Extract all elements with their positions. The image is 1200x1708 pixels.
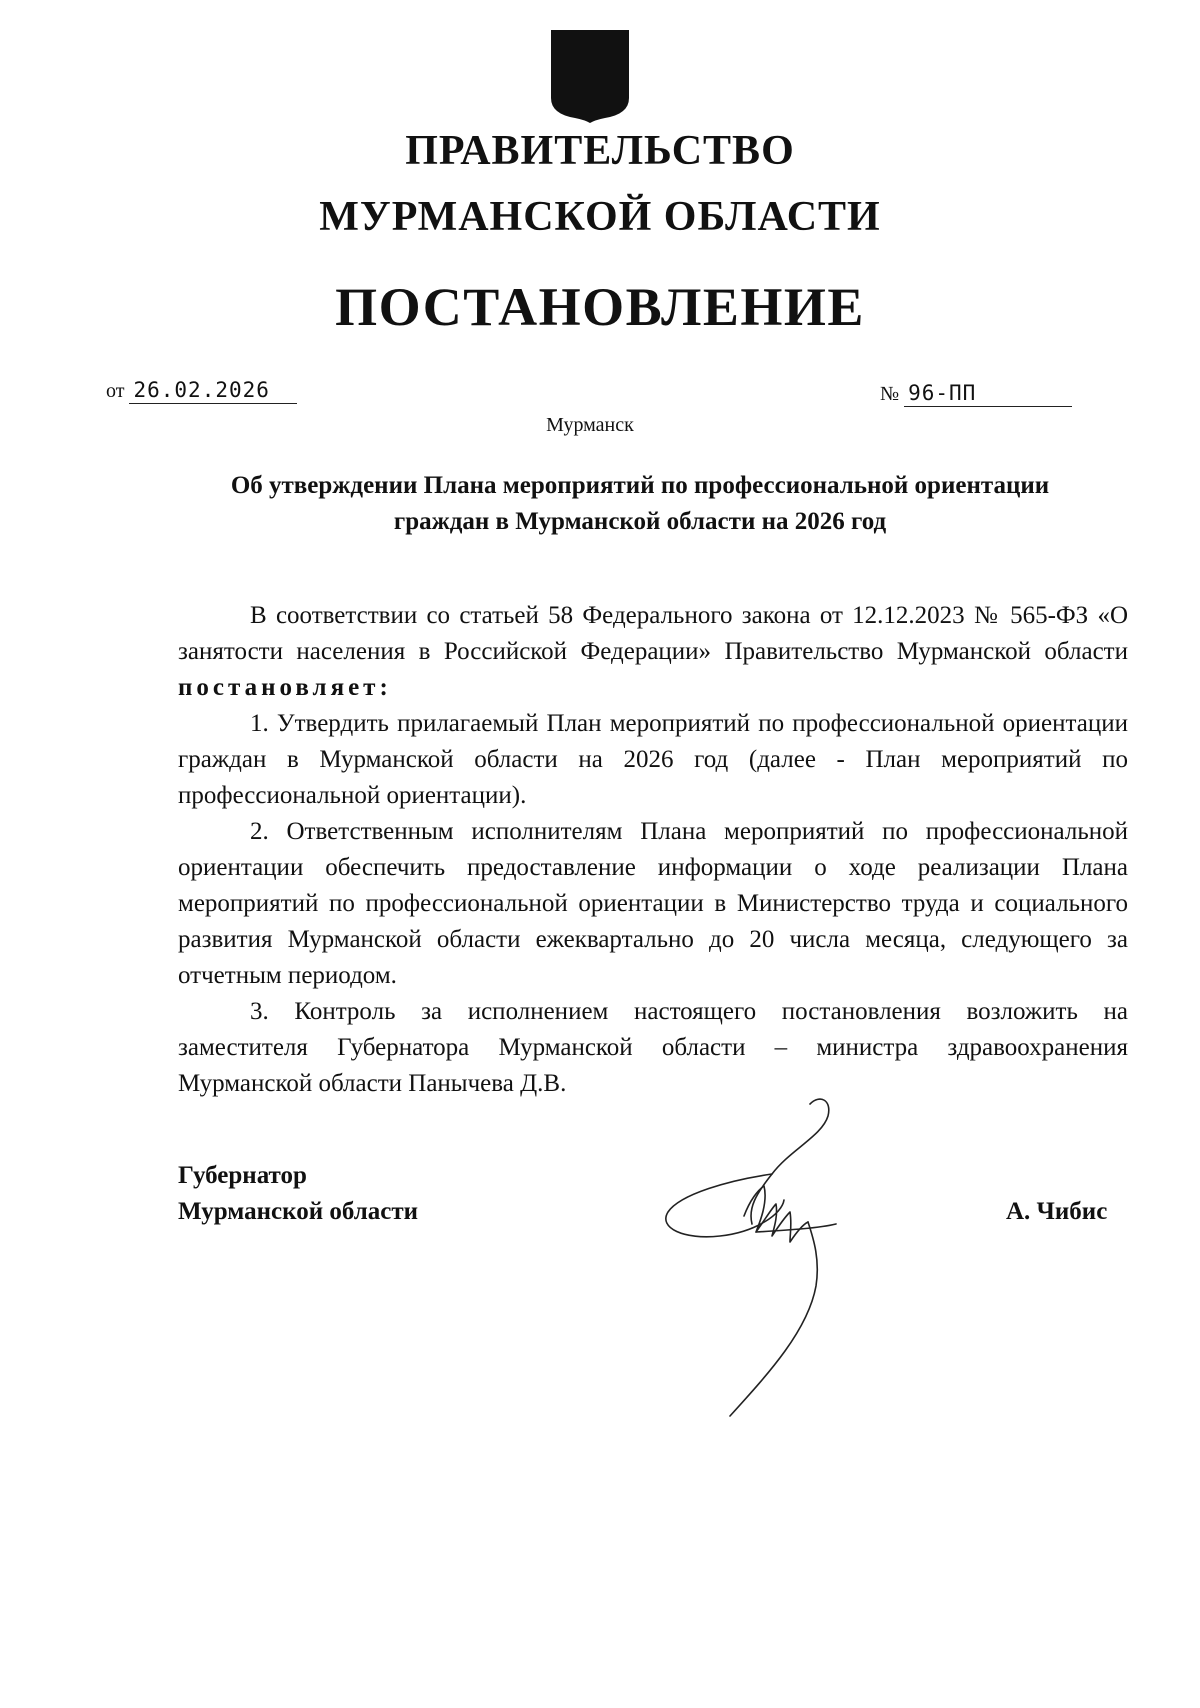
- item-3: 3. Контроль за исполнением настоящего постановления возложить на заместителя Губернатора Мурманской области – министра здравоохранения Мурманской области Панычева Д.В.: [178, 998, 1128, 1097]
- government-name-line2: МУРМАНСКОЙ ОБЛАСТИ: [319, 194, 881, 240]
- document-date: [106, 378, 297, 404]
- signer-title: [178, 1158, 418, 1230]
- city-name: Мурманск: [546, 414, 634, 436]
- signer-title-line2: Мурманской области: [178, 1198, 419, 1225]
- item-2: 2. Ответственным исполнителям Плана мероприятий по профессиональной ориентации обеспечить предоставление информации о ходе реализации Плана мероприятий по профессиональной ориентации в Министерство труда и социального развития Мурманской области ежеквартально до 20 числа месяца, следующего за отчетным периодом.: [178, 818, 1128, 989]
- preamble-text: В соответствии со статьей 58 Федерального закона от 12.12.2023 № 565-ФЗ «О занятости населения в Российской Федерации» Правительство Мурманской области: [178, 602, 1128, 665]
- date-value: 26.02.2026: [129, 378, 297, 404]
- document-number: [880, 381, 1072, 407]
- signer-title-line1: Губернатор: [178, 1162, 307, 1189]
- government-name-line1: ПРАВИТЕЛЬСТВО: [405, 128, 795, 174]
- document-body: [178, 598, 1128, 1102]
- coat-of-arms-emblem: [549, 28, 631, 124]
- date-prefix: от: [106, 380, 125, 402]
- number-value: 96-ПП: [904, 381, 1072, 407]
- item-1: 1. Утвердить прилагаемый План мероприятий по профессиональной ориентации граждан в Мурманской области на 2026 год (далее - План мероприятий по профессиональной ориентации).: [178, 710, 1128, 809]
- document-subject: [150, 468, 1130, 540]
- decree-word: постановляет:: [178, 674, 392, 701]
- subject-line1: Об утверждении Плана мероприятий по профессиональной ориентации: [230, 472, 1050, 499]
- handwritten-signature: [660, 1090, 930, 1430]
- signer-name: А. Чибис: [1006, 1198, 1108, 1225]
- preamble-paragraph: [178, 598, 1128, 706]
- subject-line2: граждан в Мурманской области на 2026 год: [393, 508, 887, 535]
- document-type-heading: ПОСТАНОВЛЕНИЕ: [335, 277, 865, 337]
- number-prefix: №: [880, 383, 900, 405]
